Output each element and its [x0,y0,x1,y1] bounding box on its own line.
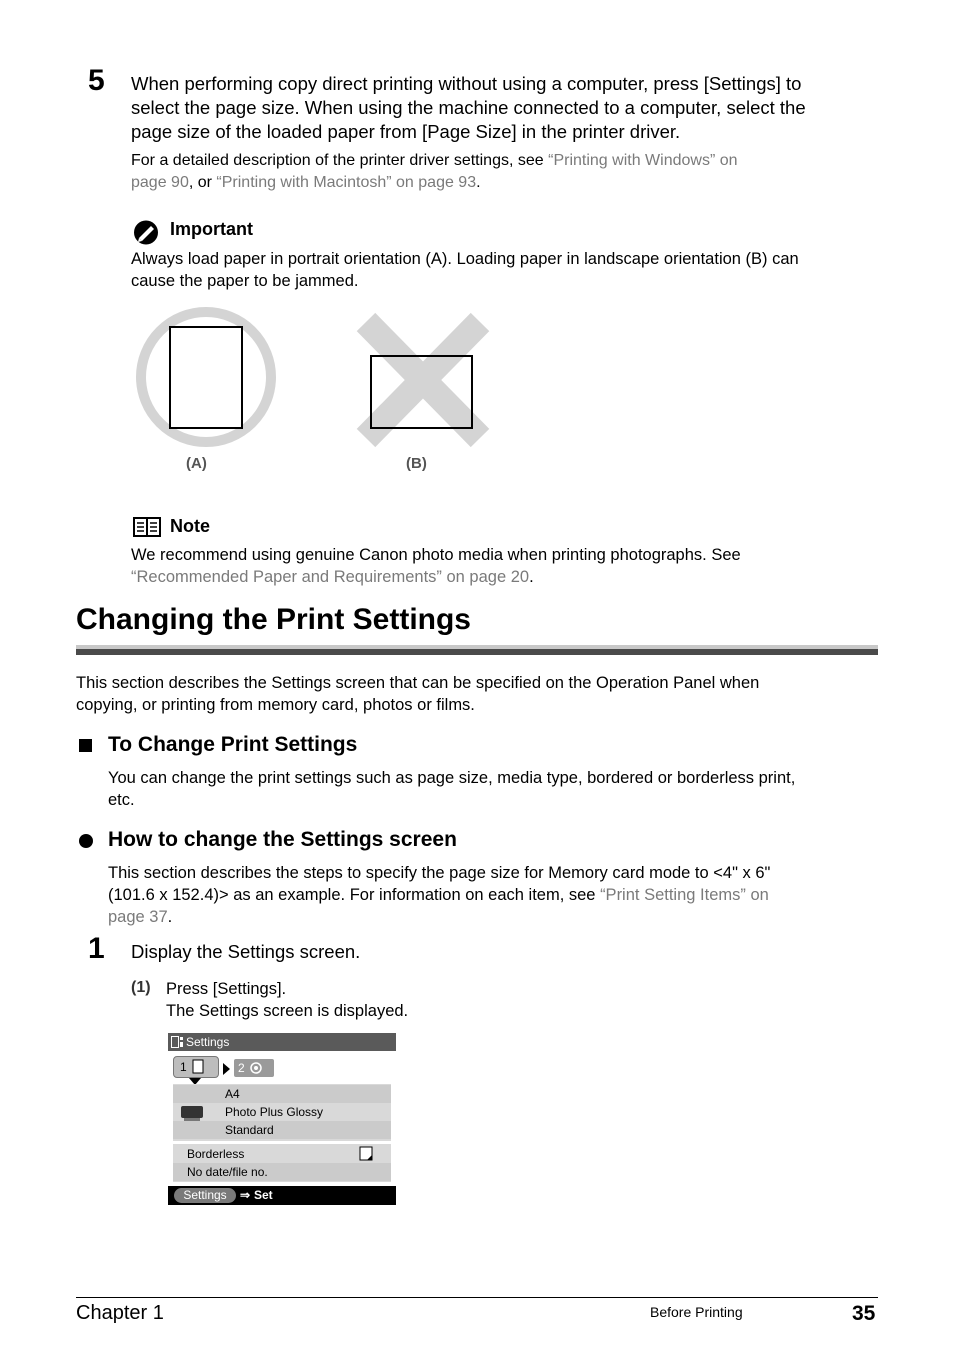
link-print-setting-items[interactable]: “Print Setting Items” on [600,886,769,904]
note-heading: Note [170,516,210,536]
lcd-tabs [168,1051,396,1079]
settings-icon [171,1036,184,1048]
important-icon [133,220,160,245]
link-page-37[interactable]: page 37 [108,908,168,926]
lcd-border[interactable]: Borderless [187,1147,245,1161]
lcd-footer [168,1186,396,1205]
borderless-icon [359,1146,375,1162]
sub2-text: This section describes the steps to specify the page size for Memory card mode to <4" x 6" (101.6 x 152.4)> as an example. For information on each item, see “Print Setting Items” on page 37. [108,864,771,926]
lcd-tab-1[interactable]: 1 [173,1056,219,1078]
correct-circle-icon [141,312,271,442]
arrow-right-icon: ⇒ [240,1188,251,1202]
step5-text: When performing copy direct printing without using a computer, press [Settings] to select the page size. When using the machine connected to a computer, select the page size of the loaded paper from [Page Size] in the printer driver. [131,73,806,142]
lcd-page-size[interactable]: A4 [225,1087,240,1101]
section-intro: This section describes the Settings screen that can be specified on the Operation Panel when copying, or printing from memory card, photos or films. [76,674,760,714]
lcd-settings-button[interactable]: Settings [174,1188,236,1203]
orientation-illustration [130,300,500,455]
quality-icon [250,1062,262,1074]
note-text: We recommend using genuine Canon photo media when printing photographs. See “Recommended Paper and Requirements” on page 20. [131,546,741,586]
label-b: (B) [406,455,427,472]
footer-rule [76,1297,878,1298]
right-arrow-icon [223,1063,231,1075]
circle-bullet-icon [79,834,93,848]
lcd-title-bar [168,1033,396,1051]
step5-detail: For a detailed description of the printer driver settings, see “Printing with Windows” on page 90, or “Printing with Macintosh” on page 93. [131,152,738,191]
sub2-heading: How to change the Settings screen [108,828,457,851]
settings-lcd-screen [168,1033,396,1205]
square-bullet-icon [79,739,92,752]
lcd-media-type[interactable]: Photo Plus Glossy [225,1105,324,1119]
sub1-text: You can change the print settings such as page size, media type, bordered or borderless print, etc. [108,769,796,809]
substep-text: Press [Settings]. The Settings screen is displayed. [166,980,409,1020]
link-page-90[interactable]: page 90 [131,174,189,191]
step1-text: Display the Settings screen. [131,941,361,962]
footer-chapter: Chapter 1 [76,1302,164,1324]
incorrect-cross-icon [366,322,480,438]
substep-number: (1) [131,979,151,996]
label-a: (A) [186,455,207,472]
lcd-date[interactable]: No date/file no. [187,1165,268,1179]
lcd-layout-panel [173,1144,391,1182]
lcd-paper-panel [173,1084,391,1141]
important-text: Always load paper in portrait orientation (A). Loading paper in landscape orientation (B) can cause the paper to be jammed. [131,250,799,290]
step-number: 1 [88,932,105,965]
important-heading: Important [170,219,253,239]
lcd-set-label: Set [254,1188,273,1202]
section-title: Changing the Print Settings [76,603,471,636]
lcd-tab-2[interactable]: 2 [234,1059,274,1077]
lcd-print-quality[interactable]: Standard [225,1123,274,1137]
sub1-heading: To Change Print Settings [108,733,358,756]
footer-section: Before Printing [650,1304,743,1320]
link-recommended-paper[interactable]: “Recommended Paper and Requirements” on page 20 [131,568,530,586]
page-icon [192,1059,206,1074]
step-number: 5 [88,64,105,97]
lcd-title: Settings [186,1035,230,1049]
link-printing-windows[interactable]: “Printing with Windows” on [548,152,738,169]
note-icon [133,516,161,538]
section-rule-dark [76,649,878,655]
link-printing-macintosh[interactable]: “Printing with Macintosh” on page 93 [216,174,477,191]
page-number: 35 [852,1302,876,1325]
